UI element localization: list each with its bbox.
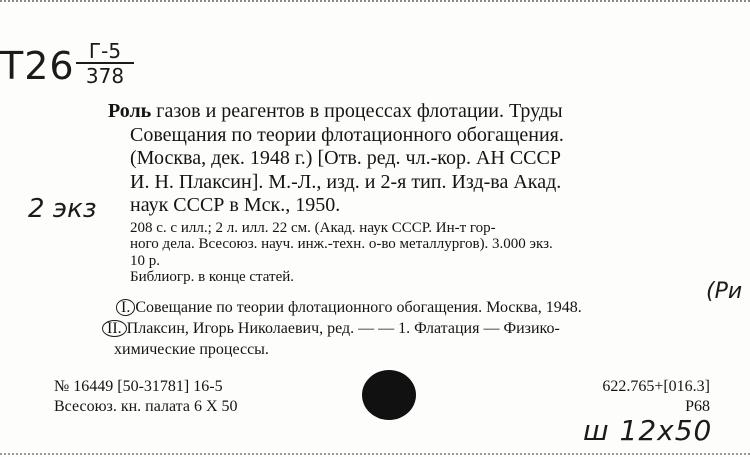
title-line [108, 100, 718, 124]
entry-line: наук СССР в Мск., 1950. [130, 194, 341, 216]
collation-line: 10 р. [130, 252, 160, 269]
shelf-mark: T26 [0, 44, 75, 88]
bibliographic-entry [108, 100, 718, 286]
tracings [107, 297, 726, 360]
tracing-2-continuation: химические процессы. [114, 341, 269, 358]
copies-note: 2 экз [28, 194, 97, 224]
shelf-mark-numerator: Г-5 [76, 40, 134, 64]
entry-line: (Москва, дек. 1948 г.) [Отв. ред. чл.-кор. АН СССР [130, 147, 561, 169]
tracing-2-mark: II. [102, 320, 127, 337]
card-bottom-edge [0, 449, 750, 455]
tracing-1 [116, 297, 726, 318]
tracing-2-text: Плаксин, Игорь Николаевич, ред. — — 1. Флатация — Физико- [126, 320, 560, 337]
ink-stamp [362, 370, 416, 420]
registration-number: № 16449 [50-31781] 16-5 [54, 378, 223, 395]
collation-line: 208 с. с илл.; 2 л. илл. 22 см. (Акад. наук СССР. Ин-т гор- [130, 219, 496, 236]
registration-info [54, 377, 238, 417]
tracing-1-mark: I. [116, 299, 135, 316]
bibliography-note: Библиогр. в конце статей. [130, 269, 295, 285]
entry-line: И. Н. Плаксин]. М.-Л., изд. и 2-я тип. Изд-ва Акад. [130, 170, 562, 193]
bottom-handwritten-note: ш 12х50 [583, 414, 713, 447]
classification-info [560, 377, 710, 417]
entry-line: Совещания по теории флотационного обогащения. [130, 123, 564, 146]
title-lead-word: Роль [108, 100, 152, 122]
title-text: газов и реагентов в процессах флотации. Труды [151, 100, 563, 122]
shelf-mark-denominator: 378 [85, 64, 125, 88]
publisher-chamber: Всесоюз. кн. палата 6 X 50 [54, 398, 238, 415]
side-handwritten-note: (Ри [706, 279, 743, 304]
collation-line: ного дела. Всесоюз. науч. инж.-техн. о-во металлургов). 3.000 экз. [130, 236, 553, 252]
tracing-2 [102, 318, 726, 339]
author-mark: Р68 [685, 398, 710, 415]
udc-code: 622.765+[016.3] [602, 378, 710, 395]
card-top-edge [0, 0, 750, 8]
shelf-mark-fraction [76, 40, 134, 88]
tracing-1-text: Совещание по теории флотационного обогащения. Москва, 1948. [135, 299, 582, 316]
